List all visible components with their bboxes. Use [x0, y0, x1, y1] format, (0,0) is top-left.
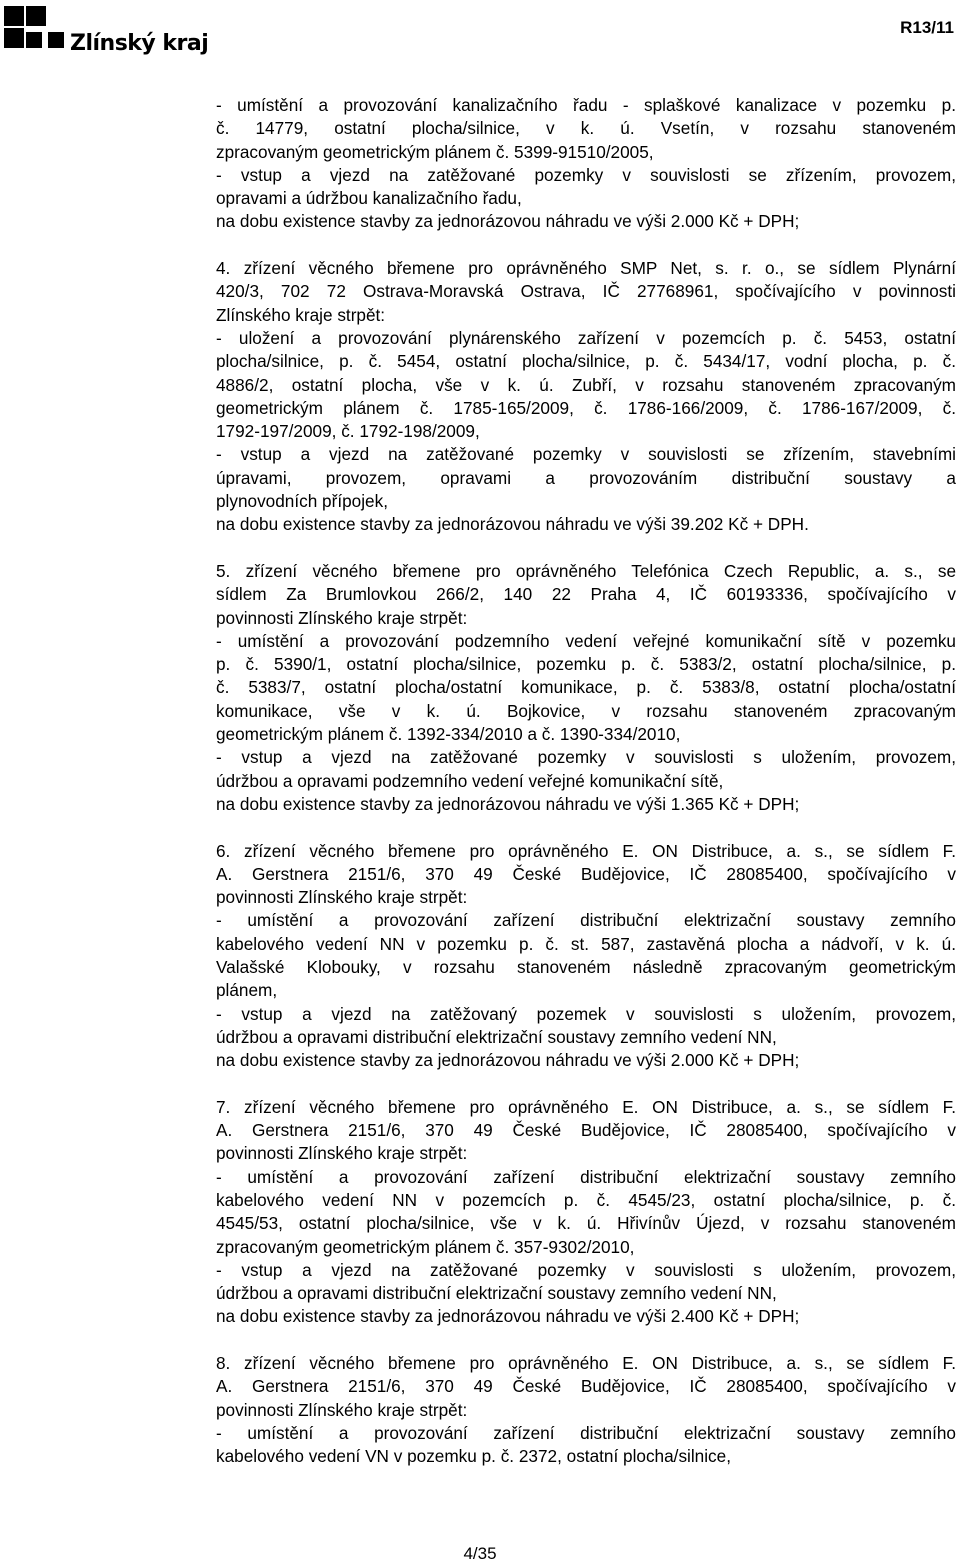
text-line: kabelového vedení VN v pozemku p. č. 2372, ostatní plocha/silnice,	[216, 1446, 731, 1467]
text-line: údržbou a opravami distribuční elektrizační soustavy zemního vedení NN,	[216, 1283, 777, 1304]
paragraph-gap	[216, 234, 956, 257]
text-line: č. 14779, ostatní plocha/silnice, v k. ú. Vsetín, v rozsahu stanoveném	[216, 118, 956, 139]
text-line: - uložení a provozování plynárenského zařízení v pozemcích p. č. 5453, ostatní	[216, 327, 956, 348]
text-line: plocha/silnice, p. č. 5454, ostatní plocha/silnice, p. č. 5434/17, vodní plocha, p. č.	[216, 351, 956, 372]
text-line: Zlínského kraje strpět:	[216, 304, 386, 325]
text-line: úpravami, provozem, opravami a provozováním distribuční soustavy a	[216, 467, 956, 488]
text-line: kabelového vedení NN v pozemku p. č. st. 587, zastavěná plocha a nádvoří, v k. ú.	[216, 933, 956, 954]
text-line: povinnosti Zlínského kraje strpět:	[216, 887, 468, 908]
text-line: kabelového vedení NN v pozemcích p. č. 4545/23, ostatní plocha/silnice, p. č.	[216, 1189, 956, 1210]
logo-square-icon	[4, 6, 24, 26]
text-line: 8. zřízení věcného břemene pro oprávněného E. ON Distribuce, a. s., se sídlem F.	[216, 1353, 956, 1374]
text-line: údržbou a opravami distribuční elektrizační soustavy zemního vedení NN,	[216, 1026, 777, 1047]
document-code: R13/11	[900, 18, 954, 37]
text-line: geometrickým plánem č. 1785-165/2009, č. 1786-166/2009, č. 1786-167/2009, č.	[216, 397, 956, 418]
text-line: p. č. 5390/1, ostatní plocha/silnice, pozemku p. č. 5383/2, ostatní plocha/silnice, p.	[216, 654, 956, 675]
text-line: 1792-197/2009, č. 1792-198/2009,	[216, 421, 480, 442]
logo-square-icon	[26, 6, 46, 26]
text-line: na dobu existence stavby za jednorázovou náhradu ve výši 2.000 Kč + DPH;	[216, 211, 800, 232]
text-line: zpracovaným geometrickým plánem č. 357-9302/2010,	[216, 1236, 635, 1257]
text-line: sídlem Za Brumlovkou 266/2, 140 22 Praha 4, IČ 60193336, spočívajícího v	[216, 584, 956, 605]
text-line: zpracovaným geometrickým plánem č. 5399-91510/2005,	[216, 141, 654, 162]
text-line: Valašské Klobouky, v rozsahu stanoveném následně zpracovaným geometrickým	[216, 956, 956, 977]
text-line: 7. zřízení věcného břemene pro oprávněného E. ON Distribuce, a. s., se sídlem F.	[216, 1096, 956, 1117]
text-line: povinnosti Zlínského kraje strpět:	[216, 607, 468, 628]
text-line: - umístění a provozování zařízení distribuční elektrizační soustavy zemního	[216, 910, 956, 931]
text-line: - vstup a vjezd na zatěžované pozemky v souvislosti se zřízením, provozem,	[216, 164, 956, 185]
text-line: 4545/53, ostatní plocha/silnice, vše v k. ú. Hřivínův Újezd, v rozsahu stanoveném	[216, 1213, 956, 1234]
text-line: - umístění a provozování podzemního vedení veřejné komunikační sítě v pozemku	[216, 630, 956, 651]
text-line: 4. zřízení věcného břemene pro oprávněného SMP Net, s. r. o., se sídlem Plynární	[216, 258, 956, 279]
text-line: na dobu existence stavby za jednorázovou náhradu ve výši 39.202 Kč + DPH.	[216, 514, 809, 535]
text-line: - umístění a provozování zařízení distribuční elektrizační soustavy zemního	[216, 1422, 956, 1443]
text-line: - vstup a vjezd na zatěžované pozemky v souvislosti se zřízením, stavebními	[216, 444, 956, 465]
text-line: - vstup a vjezd na zatěžované pozemky v souvislosti s uložením, provozem,	[216, 747, 956, 768]
document-body	[216, 94, 956, 1469]
text-line: - umístění a provozování zařízení distribuční elektrizační soustavy zemního	[216, 1166, 956, 1187]
logo-text: Zlínský kraj	[70, 31, 209, 56]
zlinsky-kraj-logo	[4, 6, 209, 56]
text-line: 4886/2, ostatní plocha, vše v k. ú. Zubří, v rozsahu stanoveném zpracovaným	[216, 374, 956, 395]
text-line: 6. zřízení věcného břemene pro oprávněného E. ON Distribuce, a. s., se sídlem F.	[216, 840, 956, 861]
page-header	[0, 0, 960, 60]
page-number: 4/35	[463, 1544, 497, 1563]
text-line: opravami a údržbou kanalizačního řadu,	[216, 188, 522, 209]
paragraph-gap	[216, 816, 956, 839]
text-line: na dobu existence stavby za jednorázovou náhradu ve výši 2.000 Kč + DPH;	[216, 1050, 800, 1071]
text-line: komunikace, vše v k. ú. Bojkovice, v rozsahu stanoveném zpracovaným	[216, 700, 956, 721]
text-line: povinnosti Zlínského kraje strpět:	[216, 1399, 468, 1420]
text-line: - umístění a provozování kanalizačního řadu - splaškové kanalizace v pozemku p.	[216, 95, 956, 115]
text-line: - vstup a vjezd na zatěžovaný pozemek v souvislosti s uložením, provozem,	[216, 1003, 956, 1024]
paragraph-gap	[216, 537, 956, 560]
paragraph-gap	[216, 1329, 956, 1352]
text-line: povinnosti Zlínského kraje strpět:	[216, 1143, 468, 1164]
text-line: - vstup a vjezd na zatěžované pozemky v souvislosti s uložením, provozem,	[216, 1259, 956, 1280]
text-line: na dobu existence stavby za jednorázovou náhradu ve výši 2.400 Kč + DPH;	[216, 1306, 800, 1327]
text-line: geometrickým plánem č. 1392-334/2010 a č. 1390-334/2010,	[216, 724, 681, 745]
text-line: A. Gerstnera 2151/6, 370 49 České Budějovice, IČ 28085400, spočívajícího v	[216, 863, 956, 884]
text-line: A. Gerstnera 2151/6, 370 49 České Budějovice, IČ 28085400, spočívajícího v	[216, 1120, 956, 1141]
logo-square-icon	[26, 32, 42, 48]
text-line: plánem,	[216, 980, 278, 1001]
text-line: údržbou a opravami podzemního vedení veřejné komunikační sítě,	[216, 770, 724, 791]
text-line: č. 5383/7, ostatní plocha/ostatní komunikace, p. č. 5383/8, ostatní plocha/ostatní	[216, 677, 956, 698]
text-line: na dobu existence stavby za jednorázovou náhradu ve výši 1.365 Kč + DPH;	[216, 793, 800, 814]
paragraph-gap	[216, 1072, 956, 1095]
text-line: 420/3, 702 72 Ostrava-Moravská Ostrava, IČ 27768961, spočívajícího v povinnosti	[216, 281, 956, 302]
logo-square-icon	[4, 28, 24, 48]
text-line: 5. zřízení věcného břemene pro oprávněného Telefónica Czech Republic, a. s., se	[216, 560, 956, 581]
text-line: plynovodních přípojek,	[216, 491, 388, 512]
text-line: A. Gerstnera 2151/6, 370 49 České Budějovice, IČ 28085400, spočívajícího v	[216, 1376, 956, 1397]
logo-square-icon	[48, 32, 64, 48]
